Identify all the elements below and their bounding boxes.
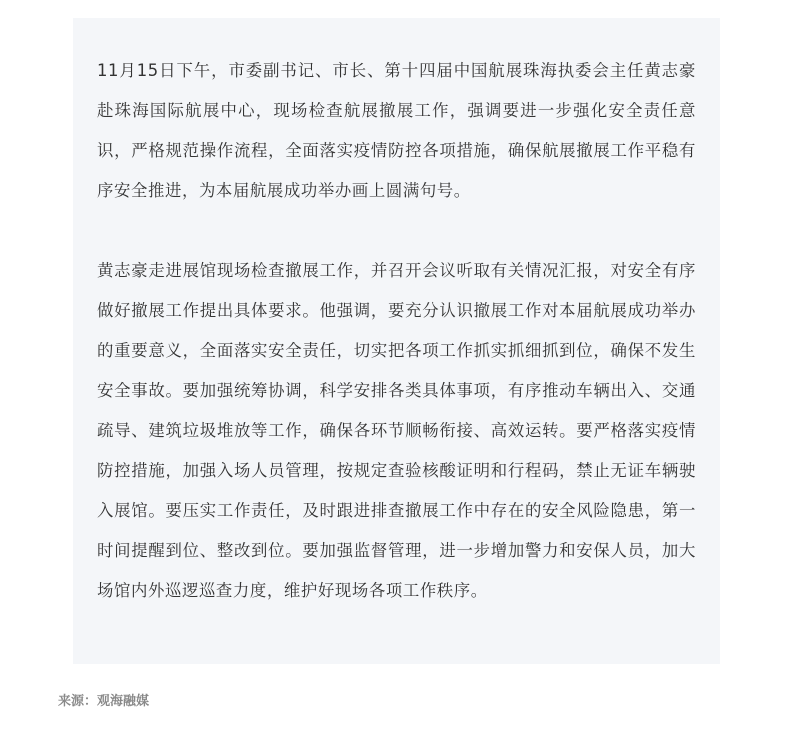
article-body xyxy=(73,18,720,664)
article-paragraph-1: 11月15日下午，市委副书记、市长、第十四届中国航展珠海执委会主任黄志豪赴珠海国际航展中心，现场检查航展撤展工作，强调要进一步强化安全责任意识，严格规范操作流程，全面落实疫情防控各项措施，确保航展撤展工作平稳有序安全推进，为本届航展成功举办画上圆满句号。 xyxy=(97,61,696,200)
article-paragraph-2: 黄志豪走进展馆现场检查撤展工作，并召开会议听取有关情况汇报，对安全有序做好撤展工作提出具体要求。他强调，要充分认识撤展工作对本届航展成功举办的重要意义，全面落实安全责任，切实把各项工作抓实抓细抓到位，确保不发生安全事故。要加强统筹协调，科学安排各类具体事项，有序推动车辆出入、交通疏导、建筑垃圾堆放等工作，确保各环节顺畅衔接、高效运转。要严格落实疫情防控措施，加强入场人员管理，按规定查验核酸证明和行程码，禁止无证车辆驶入展馆。要压实工作责任，及时跟进排查撤展工作中存在的安全风险隐患，第一时间提醒到位、整改到位。要加强监督管理，进一步增加警力和安保人员，加大场馆内外巡逻巡查力度，维护好现场各项工作秩序。 xyxy=(97,261,696,600)
source-credit: 来源：观海融媒 xyxy=(58,694,150,709)
